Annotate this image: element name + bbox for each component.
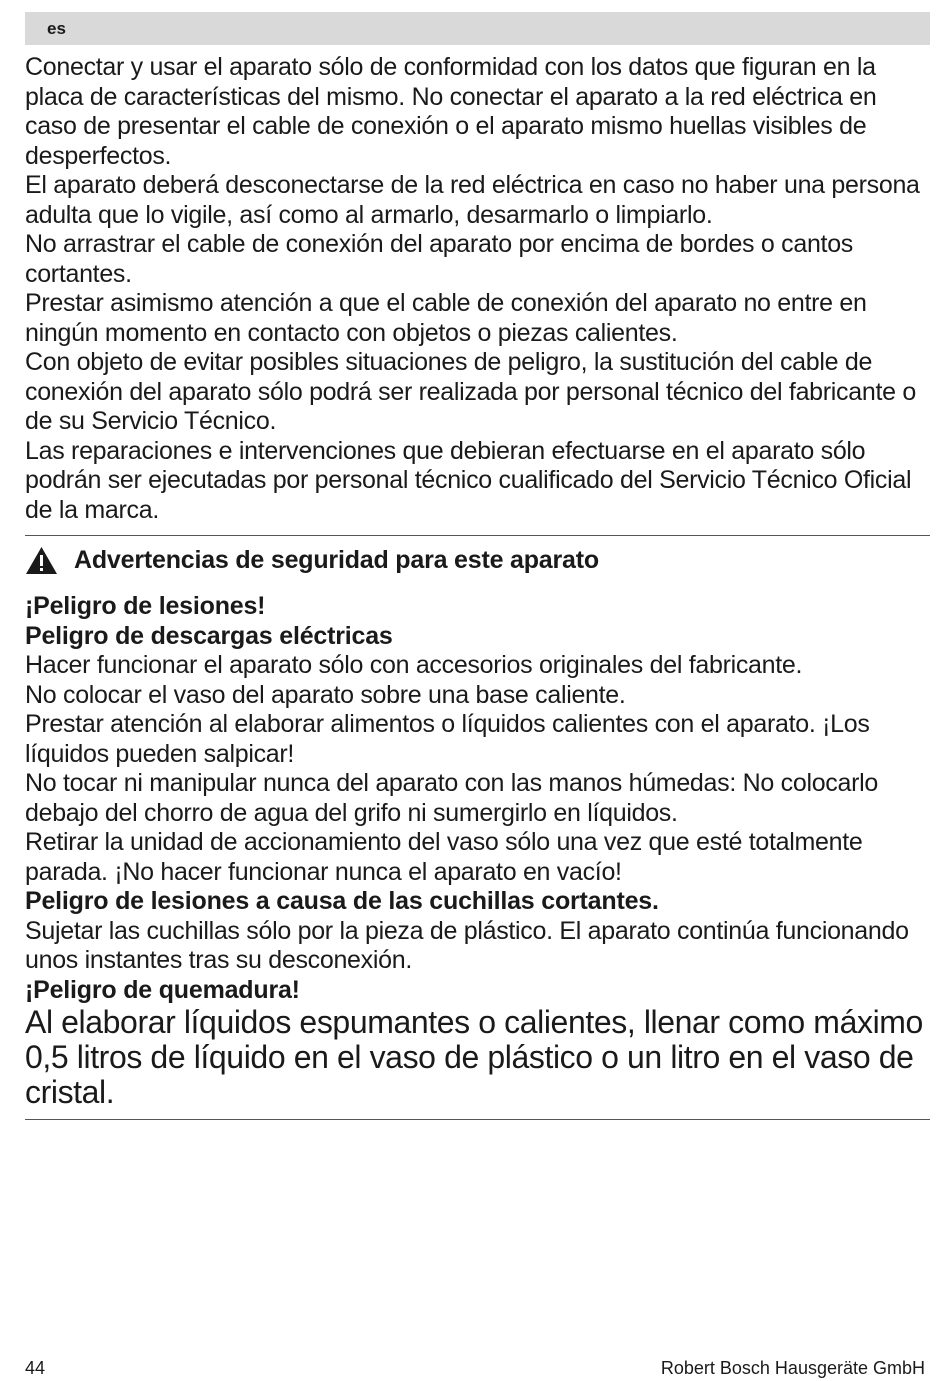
page-content [25, 53, 930, 1120]
page-number: 44 [25, 1358, 46, 1378]
intro-paragraph: No arrastrar el cable de conexión del aparato por encima de bordes o cantos cortantes. [25, 230, 854, 288]
safety-section-title [25, 546, 930, 575]
blades-heading: Peligro de lesiones a causa de las cuchillas cortantes. [25, 887, 659, 915]
safety-title-text: Advertencias de seguridad para este aparato [74, 546, 599, 574]
section-divider [25, 535, 930, 536]
intro-paragraph: Con objeto de evitar posibles situaciones de peligro, la sustitución del cable de conexión del aparato sólo podrá ser realizada por personal técnico del fabricante o de su Servicio Técnico. [25, 348, 916, 435]
company-name: Robert Bosch Hausgeräte GmbH [660, 1358, 925, 1378]
shock-paragraph: No tocar ni manipular nunca del aparato con las manos húmedas: No colocarlo debajo del chorro de agua del grifo ni sumergirlo en líquidos. [25, 769, 878, 827]
language-code: es [47, 19, 66, 38]
shock-paragraph: Retirar la unidad de accionamiento del vaso sólo una vez que esté totalmente parada. ¡No hacer funcionar nunca el aparato en vacío! [25, 828, 863, 886]
intro-paragraph: Conectar y usar el aparato sólo de conformidad con los datos que figuran en la placa de características del mismo. No conectar el aparato a la red eléctrica en caso de presentar el cable de conexión o el aparato mismo huellas visibles de desperfectos. [25, 53, 877, 170]
safety-warnings [25, 592, 930, 1110]
injury-heading: ¡Peligro de lesiones! [25, 592, 266, 620]
shock-heading: Peligro de descargas eléctricas [25, 621, 393, 650]
shock-paragraph: Hacer funcionar el aparato sólo con accesorios originales del fabricante. [25, 651, 803, 679]
burn-heading: ¡Peligro de quemadura! [25, 975, 300, 1004]
blades-paragraph: Sujetar las cuchillas sólo por la pieza de plástico. El aparato continúa funcionando unos instantes tras su desconexión. [25, 916, 909, 974]
intro-section [25, 53, 930, 525]
intro-paragraph: Las reparaciones e intervenciones que debieran efectuarse en el aparato sólo podrán ser ejecutadas por personal técnico cualificado del Servicio Técnico Oficial de la marca. [25, 436, 912, 524]
shock-paragraph: No colocar el vaso del aparato sobre una base caliente. [25, 680, 626, 709]
language-bar [25, 12, 930, 45]
warning-triangle-icon [25, 546, 58, 575]
shock-paragraph: Prestar atención al elaborar alimentos o líquidos calientes con el aparato. ¡Los líquidos pueden salpicar! [25, 710, 870, 768]
burn-paragraph: Al elaborar líquidos espumantes o calientes, llenar como máximo 0,5 litros de líquido en el vaso de plástico o un litro en el vaso de cristal. [25, 1004, 923, 1110]
intro-paragraph: Prestar asimismo atención a que el cable de conexión del aparato no entre en ningún momento en contacto con objetos o piezas calientes. [25, 289, 867, 347]
intro-paragraph: El aparato deberá desconectarse de la red eléctrica en caso no haber una persona adulta que lo vigile, así como al armarlo, desarmarlo o limpiarlo. [25, 171, 920, 229]
section-divider [25, 1119, 930, 1120]
